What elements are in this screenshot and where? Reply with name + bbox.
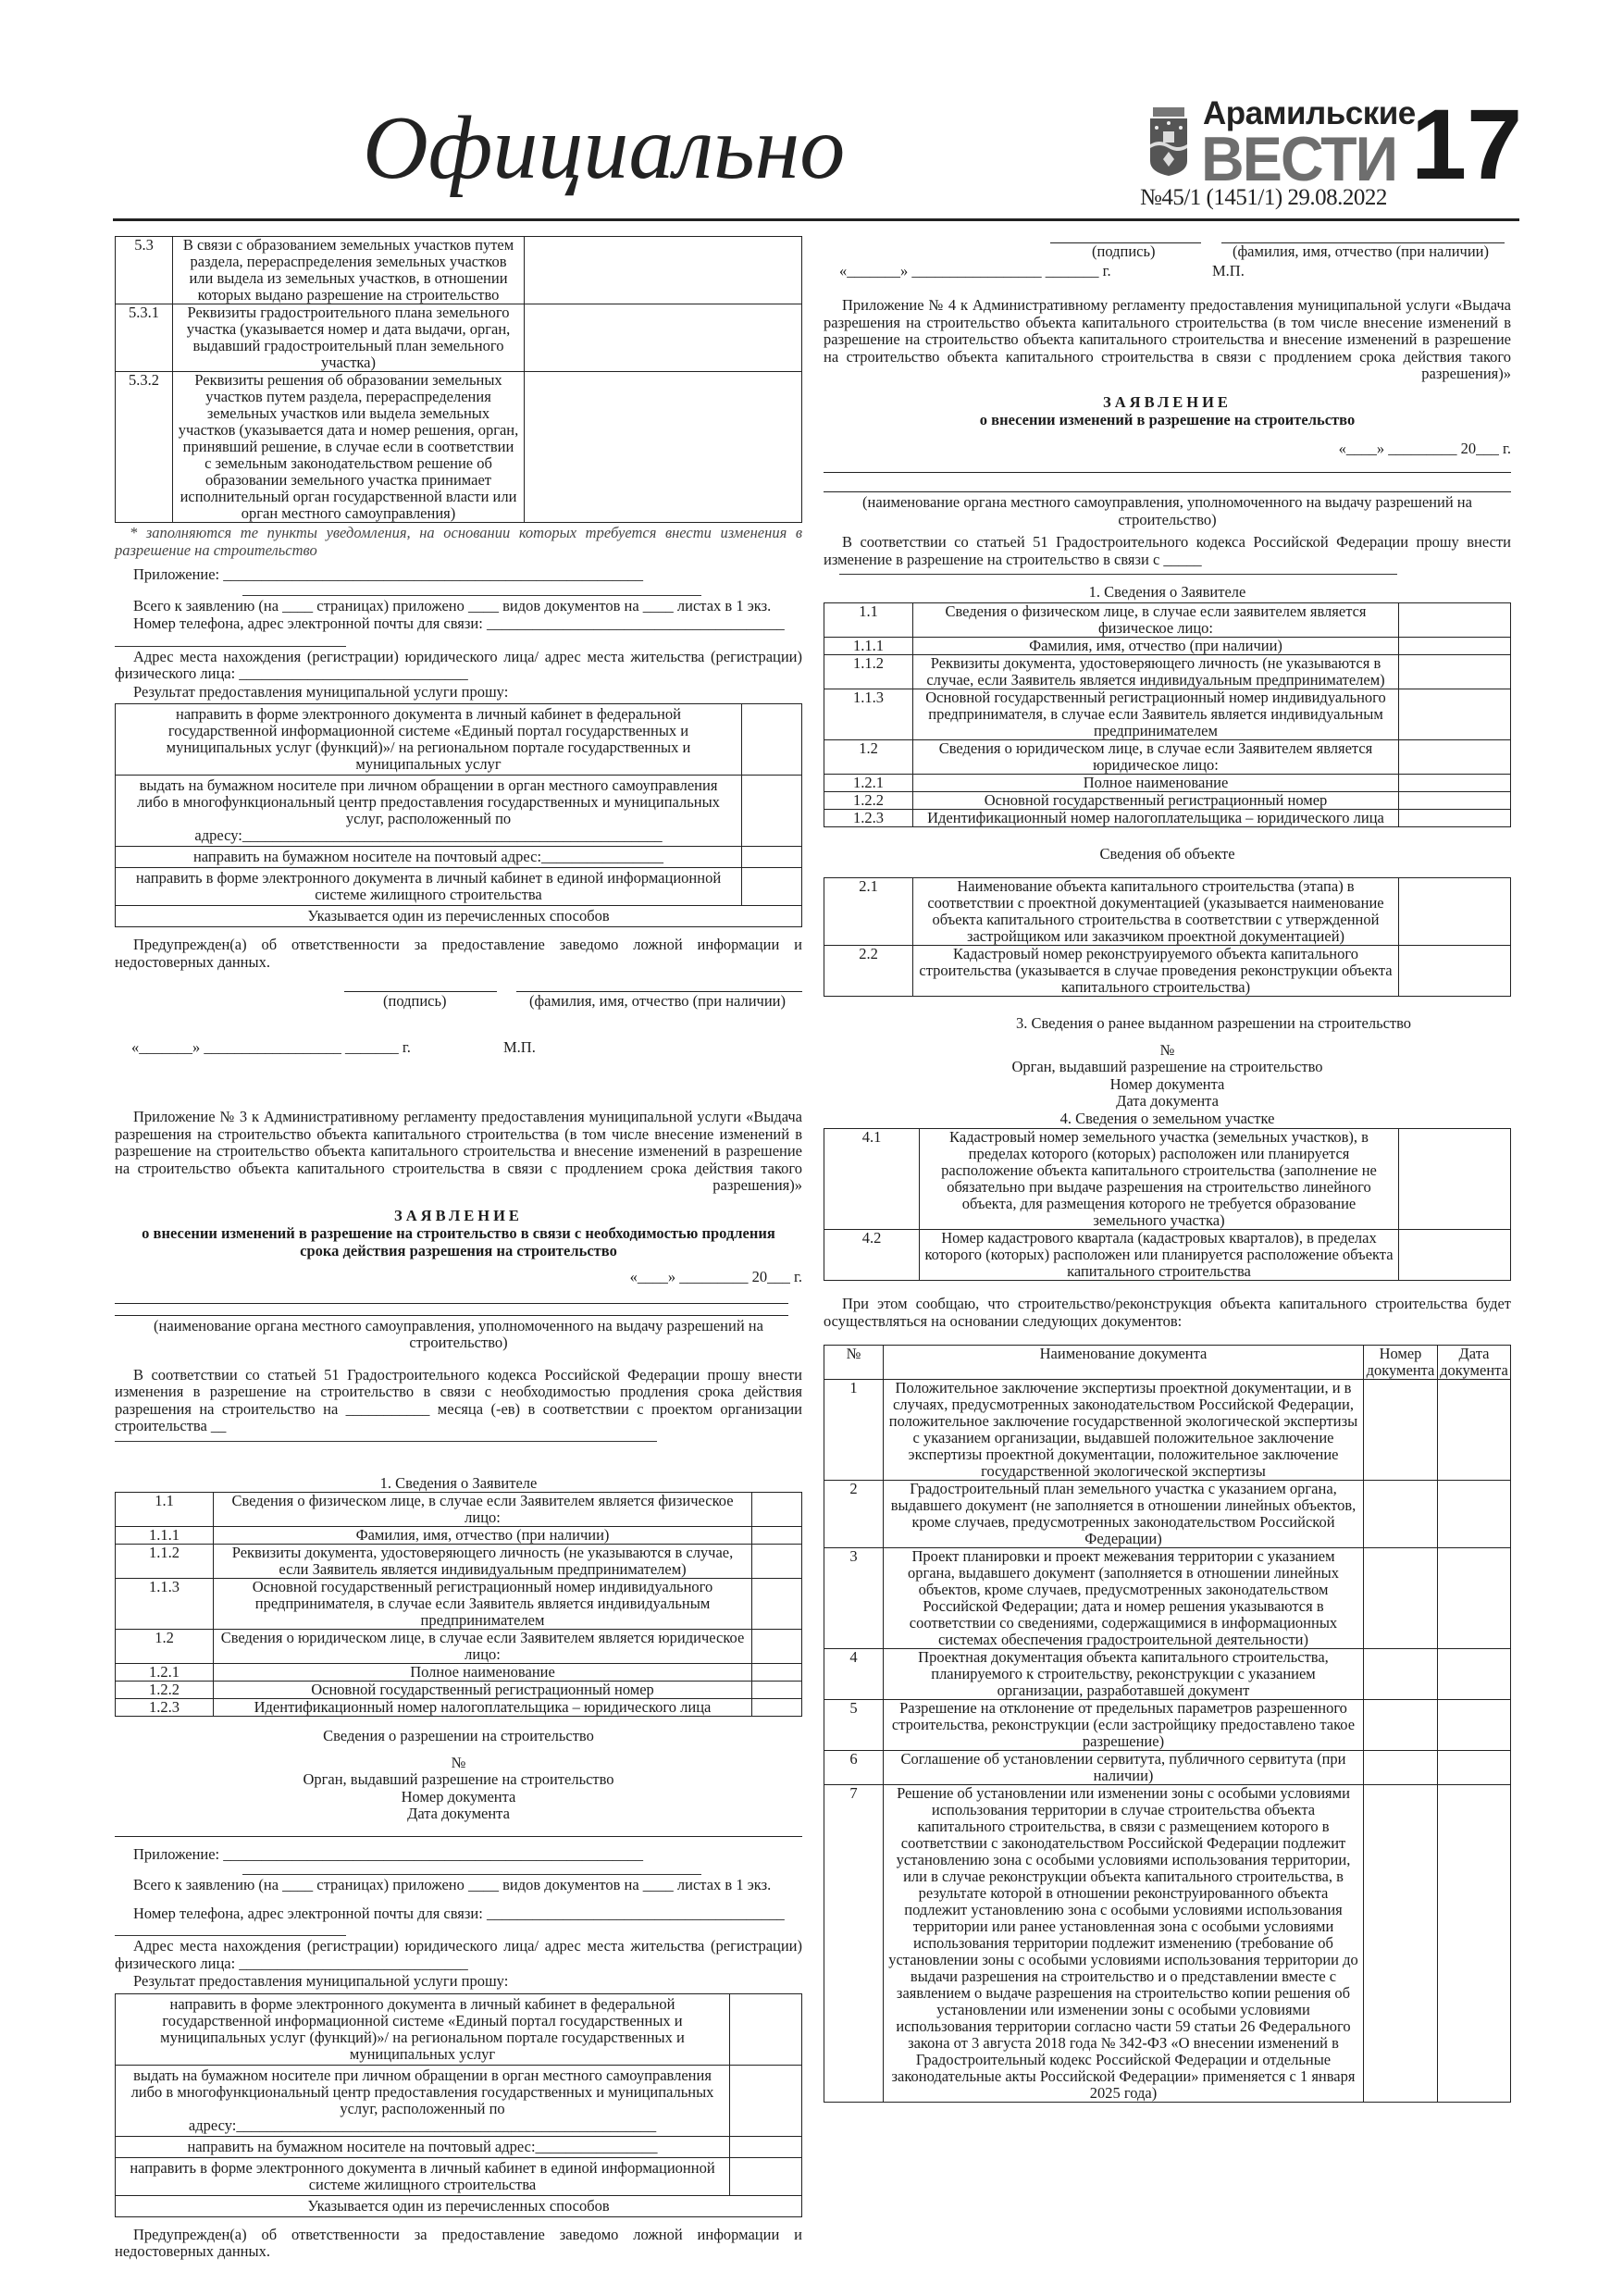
row-label: Градостроительный план земельного участка с указанием органа, выдавшего документ (не заполняется в отношении линейных объектов, кроме случаев, предусмотренных законодательством Российской Федерации) (884, 1481, 1364, 1548)
table-row (116, 304, 802, 372)
table-row (824, 602, 1511, 637)
issue-number: №45/1 (1451/1) 29.08.2022 (1140, 185, 1387, 210)
blank-line (242, 595, 701, 596)
permit-authority: Орган, выдавший разрешение на строительство (1011, 1058, 1323, 1075)
row-number: 1.1.2 (824, 654, 913, 689)
attachment-line: Приложение: _______________________________________________________ (133, 1844, 644, 1863)
document-row (824, 1700, 1511, 1751)
document-row (824, 1380, 1511, 1481)
row-label: Кадастровый номер земельного участка (земельных участков), в пределах которого (которых) расположен или планируется расположение объекта капитального строительства (заполнение не обязательно при выдаче разрешения на строительство линейного объекта, для размещения которого не требуется образование земельного участка) (920, 1129, 1399, 1230)
permit-heading: Сведения о разрешении на строительство (323, 1727, 594, 1744)
full-name-label: (фамилия, имя, отчество (при наличии) (529, 992, 787, 1010)
fill-in-cell[interactable] (1438, 1649, 1511, 1700)
row-number: 5.3.2 (116, 372, 173, 523)
row-label: Реквизиты решения об образовании земельных участков путем раздела, перераспределения земельных участков или выдела земельных участков (указывается дата и номер решения, орган, принявший решение, в случае если в соответствии с земельным законодательством решение об образовании земельного участка принимает исполнительный орган государственной власти или орган местного самоуправления) (173, 372, 525, 523)
result-option-checkbox[interactable] (730, 1993, 802, 2065)
row-number: 1.1.3 (824, 689, 913, 739)
fill-in-cell[interactable] (1364, 1548, 1438, 1649)
result-note: Указывается один из перечисленных способов (116, 906, 802, 927)
table-row (116, 1579, 802, 1630)
row-label: Основной государственный регистрационный номер индивидуального предпринимателя, в случае если Заявитель является индивидуальным предпринимателем (214, 1579, 752, 1630)
fill-in-cell[interactable] (752, 1527, 802, 1545)
attachment-line: Приложение: _______________________________________________________ (133, 565, 644, 583)
row-number: 5 (824, 1700, 884, 1751)
row-label: Фамилия, имя, отчество (при наличии) (913, 637, 1399, 654)
column-header: Номер документа (1364, 1346, 1438, 1380)
signature-label: (подпись) (1092, 242, 1156, 260)
form-title: ЗАЯВЛЕНИЕ (394, 1206, 523, 1224)
fill-in-cell[interactable] (752, 1579, 802, 1630)
object-table (824, 877, 1511, 997)
result-option-label: направить в форме электронного документа в личный кабинет в федеральной государственной информационной системе «Единый портал государственных и муниципальных услуг (функций)»/ на региональном портале государственных и муниципальных услуг (116, 1993, 730, 2065)
row-number: 1.2.2 (116, 1682, 214, 1699)
row-number: 4 (824, 1649, 884, 1700)
signature-label: (подпись) (383, 992, 447, 1010)
table-row (116, 1545, 802, 1579)
blank-line (839, 574, 1397, 575)
result-option-checkbox[interactable] (742, 704, 802, 776)
row-number: 2 (824, 1481, 884, 1548)
row-label: Основной государственный регистрационный номер (913, 791, 1399, 809)
table-row (116, 1493, 802, 1527)
signature-block (115, 991, 802, 1011)
fill-in-cell[interactable] (1364, 1649, 1438, 1700)
table-row (116, 372, 802, 523)
permit-document-date: Дата документа (1116, 1092, 1219, 1110)
newspaper-name-line2: ВЕСТИ (1201, 124, 1397, 194)
row-number: 6 (824, 1751, 884, 1785)
row-number: 1.1 (824, 602, 913, 637)
stamp-label: М.П. (1212, 262, 1245, 279)
row-label: Проектная документация объекта капитального строительства, планируемого к строительству, реконструкции с указанием организации, разработавшей документ (884, 1649, 1364, 1700)
fill-in-cell[interactable] (1438, 1380, 1511, 1481)
row-label: Реквизиты градостроительного плана земельного участка (указывается номер и дата выдачи, орган, выдавший градостроительный план земельного участка) (173, 304, 525, 372)
address-line: Адрес места нахождения (регистрации) юридического лица/ адрес места жительства (регистрации) физического лица: ______________________________ (115, 1937, 802, 1972)
fill-in-cell[interactable] (752, 1699, 802, 1717)
fill-in-cell[interactable] (1364, 1785, 1438, 2103)
fill-in-cell[interactable] (1399, 791, 1511, 809)
document-row (824, 1481, 1511, 1548)
right-column (824, 242, 1511, 2103)
request-paragraph: В соответствии со статьей 51 Градостроительного кодекса Российской Федерации прошу внести изменения в разрешение на строительство в связи с необходимостью продления срока действия разрешения на строительство на ___________ месяца (-ев) в соответствии с проектом организации строительства __ (115, 1365, 802, 1434)
fill-in-cell[interactable] (1364, 1751, 1438, 1785)
row-number: 3 (824, 1548, 884, 1649)
row-label: Сведения о юридическом лице, в случае если Заявителем является юридическое лицо: (913, 739, 1399, 774)
permit-heading: 3. Сведения о ранее выданном разрешении на строительство (1015, 1014, 1412, 1032)
row-number: 1.1 (116, 1493, 214, 1527)
result-option-checkbox[interactable] (730, 2157, 802, 2195)
date-line: «_______» _________________ _______ г. (839, 262, 1111, 279)
row-label: Основной государственный регистрационный номер индивидуального предпринимателя, в случае если Заявитель является индивидуальным предпринимателем (913, 689, 1399, 739)
row-number: 5.3 (116, 237, 173, 304)
row-label: Сведения о физическом лице, в случае если заявителем является физическое лицо: (913, 602, 1399, 637)
row-number: 1.1.1 (116, 1527, 214, 1545)
fill-in-cell[interactable] (1438, 1785, 1511, 2103)
permit-document-number: Номер документа (401, 1787, 516, 1806)
row-number: 1.1.1 (824, 637, 913, 654)
object-heading: Сведения об объекте (1099, 844, 1235, 863)
contact-phone-email: Номер телефона, адрес электронной почты для связи: _______________________________________ (133, 614, 785, 632)
table-row (824, 1230, 1511, 1281)
blank-line (115, 1935, 346, 1936)
fill-in-cell[interactable] (752, 1545, 802, 1579)
table-row (116, 237, 802, 304)
table-row (824, 689, 1511, 739)
row-label: В связи с образованием земельных участков путем раздела, перераспределения земельных участков или выдела из земельных участков, в отношении которых выдано разрешение на строительство (173, 237, 525, 304)
table-row (824, 1129, 1511, 1230)
result-option-checkbox[interactable] (730, 2065, 802, 2136)
row-number: 1.2.1 (824, 774, 913, 791)
row-label: Решение об установлении или изменении зоны с особыми условиями использования территории в случае строительства объекта капитального строительства, в связи с размещением которого в соответствии с законодательством Российской Федерации подлежит установлению зона с особыми условиями использования территории, или в случае реконструкции объекта капитального строительства, в результате которой в отношении реконструированного объекта подлежит установлению зона с особыми условиями использования территории или ранее установленная зона с особыми условиями использования территории подлежит изменению (требование об установлении зоны с особыми условиями использования территории до выдачи разрешения на строительство и о представлении вместе с заявлением о выдаче разрешения на строительство копии решения об установлении или изменении зоны с особыми условиями использования территории согласно части 59 статьи 26 Федерального закона от 3 августа 2018 года № 342-ФЗ «О внесении изменений в Градостроительный кодекс Российской Федерации и отдельные законодательные акты Российской Федерации» применяется с 1 января 2025 года) (884, 1785, 1364, 2103)
permit-document-date: Дата документа (407, 1805, 510, 1822)
date-block (824, 263, 1511, 280)
row-label: Основной государственный регистрационный номер (214, 1682, 752, 1699)
result-option-label: выдать на бумажном носителе при личном обращении в орган местного самоуправления либо в многофункциональный центр предоставления государственных и муниципальных услуг, расположенный по адресу:_______________________________________________________ (116, 776, 742, 847)
fill-in-cell[interactable] (1399, 602, 1511, 637)
blank-line (242, 1874, 701, 1875)
documents-intro: При этом сообщаю, что строительство/реконструкция объекта капитального строительства будет осуществляться на основании следующих документов: (824, 1295, 1511, 1330)
fill-in-cell[interactable] (1399, 637, 1511, 654)
row-label: Разрешение на отклонение от предельных параметров разрешенного строительства, реконструкции (если застройщику предоставлено такое разрешение) (884, 1700, 1364, 1751)
applicant-heading: 1. Сведения о Заявителе (1088, 583, 1246, 601)
row-number: 4.2 (824, 1230, 920, 1281)
row-number: 1 (824, 1380, 884, 1481)
full-name-label: (фамилия, имя, отчество (при наличии) (1233, 242, 1490, 260)
row-label: Проект планировки и проект межевания территории с указанием органа, выдавшего документ (заполняется в отношении линейных объектов, кроме случаев, предусмотренных законодательством Российской Федерации; дата и номер решения указываются в соответствии со сведениями, содержащимися в информационных системах обеспечения градостроительной деятельности) (884, 1548, 1364, 1649)
row-number: 7 (824, 1785, 884, 2103)
fill-in-cell[interactable] (1438, 1481, 1511, 1548)
row-label: Наименование объекта капитального строительства (этапа) в соответствии с проектной документацией (указывается наименование объекта капитального строительства в соответствии с утвержденной застройщиком или заказчиком проектной документацией) (913, 878, 1399, 946)
date-line: «_______» __________________ _______ г. (131, 1038, 411, 1056)
row-number: 1.2.2 (824, 791, 913, 809)
result-option-row (116, 868, 802, 906)
authority-line (115, 1303, 788, 1304)
fill-in-cell[interactable] (1399, 1129, 1511, 1230)
row-label: Идентификационный номер налогоплательщика – юридического лица (214, 1699, 752, 1717)
row-label: Реквизиты документа, удостоверяющего личность (не указываются в случае, если Заявитель является индивидуальным предпринимателем) (913, 654, 1399, 689)
table-row (824, 637, 1511, 654)
appendix-3-caption: Приложение № 3 к Административному регламенту предоставления муниципальной услуги «Выдача разрешения на строительство объекта капитального строительства (в том числе внесение изменений в разрешение на строительство объекта капитального строительства и внесение изменений в разрешение на строительство объекта капитального строительства в связи с продлением срока действия такого разрешения)» (115, 1108, 802, 1194)
row-number: 4.1 (824, 1129, 920, 1230)
row-label: Номер кадастрового квартала (кадастровых кварталов), в пределах которого (которых) расположен или планируется расположение объекта капитального строительства (920, 1230, 1399, 1281)
authority-caption: (наименование органа местного самоуправления, уполномоченного на выдачу разрешений на строительство) (862, 493, 1472, 528)
separator (115, 1836, 802, 1837)
result-note: Указывается один из перечисленных способов (116, 2195, 802, 2216)
fill-in-cell[interactable] (1438, 1548, 1511, 1649)
form-date: «____» _________ 20___ г. (629, 1268, 802, 1285)
document-row (824, 1649, 1511, 1700)
fill-in-cell[interactable] (525, 237, 802, 304)
permit-document-number: Номер документа (1109, 1074, 1225, 1093)
fill-in-cell[interactable] (1399, 774, 1511, 791)
address-line: Адрес места нахождения (регистрации) юридического лица/ адрес места жительства (регистрации) физического лица: ______________________________ (115, 647, 802, 682)
changes-table-5-3 (115, 236, 802, 523)
applicant-heading: 1. Сведения о Заявителе (379, 1473, 538, 1492)
fill-in-cell[interactable] (1399, 739, 1511, 774)
form-date: «____» _________ 20___ г. (1338, 439, 1511, 457)
row-number: 2.2 (824, 946, 913, 997)
result-option-row (116, 847, 802, 868)
result-option-checkbox[interactable] (742, 776, 802, 847)
liability-warning: Предупрежден(а) об ответственности за предоставление заведомо ложной информации и недостоверных данных. (115, 2225, 802, 2260)
result-option-row (116, 704, 802, 776)
fill-in-cell[interactable] (1399, 654, 1511, 689)
table-row (824, 654, 1511, 689)
permit-number-sign: № (1159, 1040, 1175, 1059)
authority-line (115, 1315, 788, 1316)
section-title: Официально (363, 98, 846, 198)
applicant-table (115, 1492, 802, 1717)
land-plot-table (824, 1128, 1511, 1281)
result-method-table (115, 703, 802, 927)
fill-in-cell[interactable] (525, 304, 802, 372)
permit-number-sign: № (451, 1753, 466, 1771)
form-subtitle: о внесении изменений в разрешение на строительство (979, 411, 1356, 428)
table-row (116, 1664, 802, 1682)
result-method-table (115, 1993, 802, 2217)
stamp-label: М.П. (503, 1038, 536, 1056)
land-heading: 4. Сведения о земельном участке (1059, 1109, 1275, 1127)
row-number: 1.2 (116, 1630, 214, 1664)
fill-in-cell[interactable] (1399, 1230, 1511, 1281)
fill-in-cell[interactable] (752, 1664, 802, 1682)
result-request: Результат предоставления муниципальной услуги прошу: (133, 682, 509, 701)
result-option-row (116, 2157, 802, 2195)
authority-line (824, 491, 1511, 492)
row-number: 1.2 (824, 739, 913, 774)
row-label: Полное наименование (913, 774, 1399, 791)
row-label: Сведения о физическом лице, в случае если Заявителем является физическое лицо: (214, 1493, 752, 1527)
result-request: Результат предоставления муниципальной услуги прошу: (133, 1972, 509, 1990)
applicant-table (824, 602, 1511, 827)
total-documents: Всего к заявлению (на ____ страницах) приложено ____ видов документов на ____ листах в 1 экз. (133, 1876, 772, 1893)
result-option-label: направить в форме электронного документа в личный кабинет в федеральной государственной информационной системе «Единый портал государственных и муниципальных услуг (функций)»/ на региональном портале государственных и муниципальных услуг (116, 704, 742, 776)
row-number: 1.1.3 (116, 1579, 214, 1630)
permit-authority: Орган, выдавший разрешение на строительство (303, 1770, 614, 1788)
newspaper-name-line1: Арамильские (1203, 95, 1416, 131)
fill-in-cell[interactable] (1399, 878, 1511, 946)
documents-table (824, 1345, 1511, 2103)
table-row (824, 739, 1511, 774)
result-option-label: выдать на бумажном носителе при личном обращении в орган местного самоуправления либо в многофункциональный центр предоставления государственных и муниципальных услуг, расположенный по адресу:_______________________________________________________ (116, 2065, 730, 2136)
result-option-label: направить в форме электронного документа в личный кабинет в единой информационной системе жилищного строительства (116, 868, 742, 906)
authority-caption: (наименование органа местного самоуправления, уполномоченного на выдачу разрешений на строительство) (154, 1316, 763, 1351)
liability-warning: Предупрежден(а) об ответственности за предоставление заведомо ложной информации и недостоверных данных. (115, 936, 802, 971)
coat-of-arms-icon (1146, 104, 1192, 181)
result-option-row (116, 776, 802, 847)
footnote: * заполняются те пункты уведомления, на основании которых требуется внести изменения в разрешение на строительство (115, 524, 802, 559)
row-number: 1.1.2 (116, 1545, 214, 1579)
documents-header-row (824, 1346, 1511, 1380)
result-option-checkbox[interactable] (730, 2136, 802, 2157)
table-row (824, 946, 1511, 997)
request-paragraph: В соответствии со статьей 51 Градостроительного кодекса Российской Федерации прошу внести изменение в разрешение на строительство в связи с _____ (824, 533, 1511, 568)
result-option-row (116, 1993, 802, 2065)
form-subtitle: о внесении изменений в разрешение на строительство в связи с необходимостью продления срока действия разрешения на строительство (142, 1224, 775, 1260)
result-option-label: направить в форме электронного документа в личный кабинет в единой информационной системе жилищного строительства (116, 2157, 730, 2195)
date-block (115, 1039, 802, 1057)
row-label: Полное наименование (214, 1664, 752, 1682)
form-title: ЗАЯВЛЕНИЕ (1103, 392, 1232, 411)
column-header: Дата документа (1438, 1346, 1511, 1380)
row-label: Идентификационный номер налогоплательщика – юридического лица (913, 809, 1399, 826)
result-option-label: направить на бумажном носителе на почтовый адрес:________________ (116, 2136, 730, 2157)
table-row (824, 774, 1511, 791)
table-row (116, 1527, 802, 1545)
fill-in-cell[interactable] (525, 372, 802, 523)
signature-block (824, 242, 1511, 261)
fill-in-cell[interactable] (1399, 809, 1511, 826)
fill-in-cell[interactable] (1399, 689, 1511, 739)
blank-line (115, 1441, 657, 1442)
document-row (824, 1548, 1511, 1649)
table-row (824, 809, 1511, 826)
table-row (824, 878, 1511, 946)
authority-line (824, 472, 1511, 473)
fill-in-cell[interactable] (752, 1630, 802, 1664)
document-row (824, 1751, 1511, 1785)
result-option-row (116, 2065, 802, 2136)
fill-in-cell[interactable] (752, 1493, 802, 1527)
row-label: Кадастровый номер реконструируемого объекта капитального строительства (указывается в случае проведения реконструкции объекта капитального строительства) (913, 946, 1399, 997)
left-column (115, 236, 802, 2261)
row-label: Фамилия, имя, отчество (при наличии) (214, 1527, 752, 1545)
result-option-checkbox[interactable] (742, 847, 802, 868)
table-row (116, 1682, 802, 1699)
fill-in-cell[interactable] (752, 1682, 802, 1699)
row-label: Сведения о юридическом лице, в случае если Заявителем является юридическое лицо: (214, 1630, 752, 1664)
column-header: № (824, 1346, 884, 1380)
row-number: 1.2.1 (116, 1664, 214, 1682)
contact-phone-email: Номер телефона, адрес электронной почты для связи: _______________________________________ (133, 1904, 785, 1922)
column-header: Наименование документа (884, 1346, 1364, 1380)
row-number: 1.2.3 (824, 809, 913, 826)
row-number: 1.2.3 (116, 1699, 214, 1717)
fill-in-cell[interactable] (1438, 1700, 1511, 1751)
fill-in-cell[interactable] (1399, 946, 1511, 997)
result-option-row (116, 2136, 802, 2157)
header-rule (113, 218, 1519, 221)
total-documents: Всего к заявлению (на ____ страницах) приложено ____ видов документов на ____ листах в 1 экз. (133, 596, 772, 614)
table-row (116, 1630, 802, 1664)
table-row (116, 1699, 802, 1717)
fill-in-cell[interactable] (1438, 1751, 1511, 1785)
row-number: 5.3.1 (116, 304, 173, 372)
fill-in-cell[interactable] (1364, 1700, 1438, 1751)
appendix-4-caption: Приложение № 4 к Административному регламенту предоставления муниципальной услуги «Выдача разрешения на строительство объекта капитального строительства (в том числе внесение изменений в разрешение на строительство объекта капитального строительства и внесение изменений в разрешение на строительство объекта капитального строительства в связи с продлением срока действия такого разрешения)» (824, 296, 1511, 382)
fill-in-cell[interactable] (1364, 1380, 1438, 1481)
row-label: Реквизиты документа, удостоверяющего личность (не указываются в случае, если Заявитель является индивидуальным предпринимателем) (214, 1545, 752, 1579)
result-option-checkbox[interactable] (742, 868, 802, 906)
row-label: Положительное заключение экспертизы проектной документации, и в случаях, предусмотренных законодательством Российской Федерации, положительное заключение государственной экологической экспертизы с указанием организации, выдавшей положительное заключение экспертизы проектной документации, положительное заключение государственной экологической экспертизы (884, 1380, 1364, 1481)
row-label: Соглашение об установлении сервитута, публичного сервитута (при наличии) (884, 1751, 1364, 1785)
result-note-row (116, 906, 802, 927)
document-row (824, 1785, 1511, 2103)
table-row (824, 791, 1511, 809)
blank-line (115, 646, 346, 647)
page-number: 17 (1411, 88, 1523, 200)
result-note-row (116, 2195, 802, 2216)
fill-in-cell[interactable] (1364, 1481, 1438, 1548)
row-number: 2.1 (824, 878, 913, 946)
result-option-label: направить на бумажном носителе на почтовый адрес:________________ (116, 847, 742, 868)
